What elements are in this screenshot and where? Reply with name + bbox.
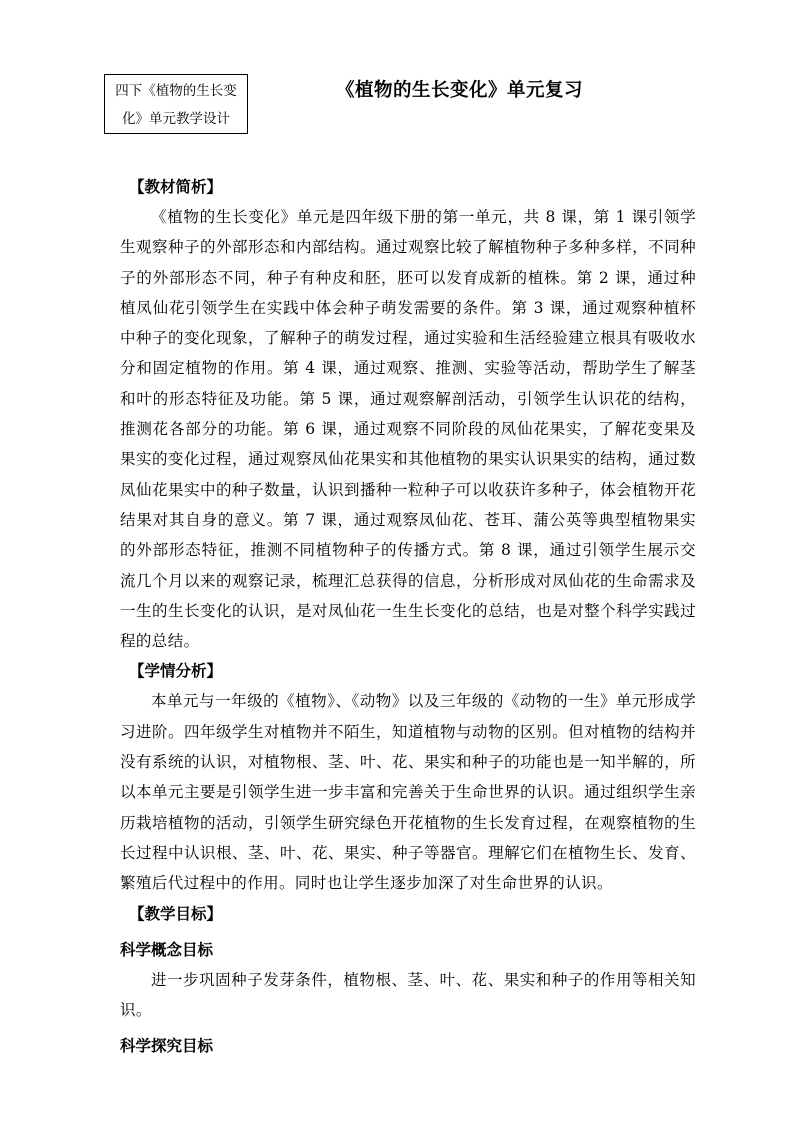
inquiry-goal-title: 科学探究目标 — [120, 1036, 214, 1056]
student-analysis-paragraph: 本单元与一年级的《植物》、《动物》以及三年级的《动物的一生》单元形成学习进阶。四年级学生对植物并不陌生，知道植物与动物的区别。但对植物的结构并没有系统的认识，对植物根、茎、叶、花、果实和种子的功能也是一知半解的，所以本单元主要是引领学生进一步丰富和完善关于生命世界的认识。通过组织学生亲历栽培植物的活动，引领学生研究绿色开花植物的生长发育过程，在观察植物的生长过程中认识根、茎、叶、花、果实、种子等器官。理解它们在植物生长、发育、繁殖后代过程中的作用。同时也让学生逐步加深了对生命世界的认识。 — [120, 692, 696, 893]
unit-label-line-2: 化》单元教学设计 — [122, 111, 230, 127]
section-heading-students: 【学情分析】 — [129, 661, 223, 681]
unit-label-box — [104, 74, 248, 134]
concept-goal-title: 科学概念目标 — [120, 939, 214, 959]
document-title: 《植物的生长变化》单元复习 — [336, 80, 584, 101]
section-heading-textbook: 【教材简析】 — [129, 177, 223, 196]
section-heading-goals: 【教学目标】 — [129, 903, 223, 923]
unit-label-line-1: 四下《植物的生长变 — [115, 83, 237, 99]
concept-goal-paragraph: 进一步巩固种子发芽条件，植物根、茎、叶、花、果实和种子的作用等相关知识。 — [120, 970, 696, 1019]
textbook-analysis-paragraph: 《植物的生长变化》单元是四年级下册的第一单元，共 8 课，第 1 课引领学生观察种子的外部形态和内部结构。通过观察比较了解植物种子多种多样，不同种子的外部形态不同，种子有种皮和胚，胚可以发育成新的植株。第 2 课，通过种植凤仙花引领学生在实践中体会种子萌发需要的条件。第 3 课，通过观察种植杯中种子的变化现象，了解种子的萌发过程，通过实验和生活经验建立根具有吸收水分和固定植物的作用。第 4 课，通过观察、推测、实验等活动，帮助学生了解茎和叶的形态特征及功能。第 5 课，通过观察解剖活动，引领学生认识花的结构，推测花各部分的功能。第 6 课，通过观察不同阶段的凤仙花果实，了解花变果及果实的变化过程，通过观察凤仙花果实和其他植物的果实认识果实的结构，通过数凤仙花果实中的种子数量，认识到播种一粒种子可以收获许多种子，体会植物开花结果对其自身的意义。第 7 课，通过观察凤仙花、苍耳、蒲公英等典型植物果实的外部形态特征，推测不同植物种子的传播方式。第 8 课，通过引领学生展示交流几个月以来的观察记录，梳理汇总获得的信息，分析形成对凤仙花的生命需求及一生的生长变化的认识，是对凤仙花一生生长变化的总结，也是对整个科学实践过程的总结。 — [120, 208, 696, 651]
document-body — [120, 172, 696, 1061]
